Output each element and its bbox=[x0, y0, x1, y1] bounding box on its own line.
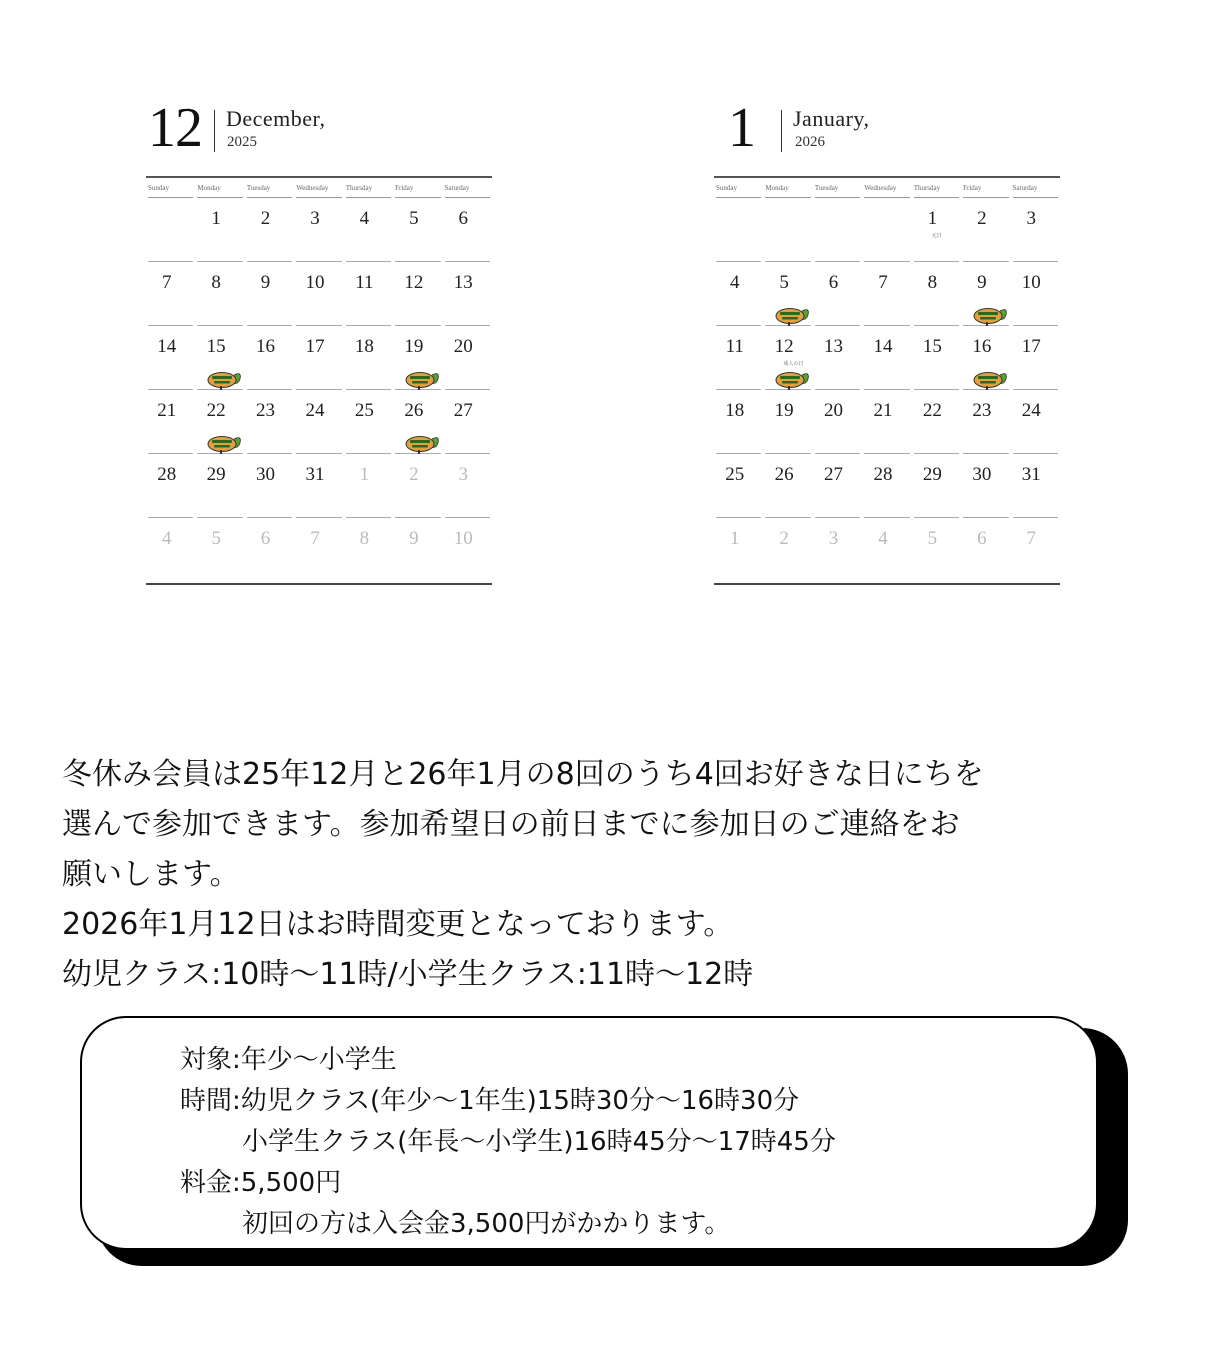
calendar-day bbox=[445, 518, 490, 582]
day-number: 20 bbox=[824, 400, 844, 421]
calendar-day bbox=[963, 326, 1008, 390]
day-number: 28 bbox=[157, 464, 177, 485]
week-row bbox=[146, 198, 492, 262]
calendar-day bbox=[815, 198, 860, 262]
weekday-label: Thursday bbox=[346, 178, 391, 198]
day-number: 1 bbox=[729, 528, 740, 549]
day-number: 29 bbox=[206, 464, 226, 485]
calendar-day bbox=[296, 198, 341, 262]
calendar-grid bbox=[146, 198, 492, 582]
day-number: 26 bbox=[404, 400, 424, 421]
week-row bbox=[714, 390, 1060, 454]
calendar-day bbox=[864, 454, 909, 518]
day-number: 8 bbox=[211, 272, 221, 293]
info-line: 願いします。 bbox=[62, 857, 240, 892]
calendar-day bbox=[765, 326, 810, 390]
week-row bbox=[146, 262, 492, 326]
calendar-day bbox=[914, 518, 959, 582]
class-logo-icon bbox=[774, 369, 810, 391]
day-number: 22 bbox=[922, 400, 942, 421]
year-label: 2026 bbox=[795, 134, 825, 150]
header-divider bbox=[781, 110, 782, 152]
day-number: 11 bbox=[725, 336, 744, 357]
day-number: 3 bbox=[310, 208, 320, 229]
calendar-day bbox=[247, 262, 292, 326]
day-number: 31 bbox=[305, 464, 325, 485]
calendar-day bbox=[395, 198, 440, 262]
calendar-day bbox=[716, 198, 761, 262]
info-text bbox=[62, 750, 1152, 1000]
calendar-day bbox=[716, 326, 761, 390]
day-number: 18 bbox=[354, 336, 374, 357]
calendar-day bbox=[963, 518, 1008, 582]
week-row bbox=[714, 518, 1060, 582]
day-number: 12 bbox=[404, 272, 424, 293]
day-number: 30 bbox=[972, 464, 992, 485]
bottom-rule bbox=[714, 583, 1060, 585]
calendar-day bbox=[247, 326, 292, 390]
day-number: 26 bbox=[774, 464, 794, 485]
day-number: 19 bbox=[404, 336, 424, 357]
day-number: 25 bbox=[354, 400, 374, 421]
calendar-day bbox=[765, 454, 810, 518]
calendar-day bbox=[914, 198, 959, 262]
day-number: 4 bbox=[729, 272, 740, 293]
class-logo-icon bbox=[404, 433, 440, 455]
day-number: 13 bbox=[453, 272, 473, 293]
day-number: 17 bbox=[305, 336, 325, 357]
day-number: 20 bbox=[453, 336, 473, 357]
bottom-rule bbox=[146, 583, 492, 585]
changed-class-times: 幼児クラス:10時〜11時/小学生クラス:11時〜12時 bbox=[62, 957, 754, 992]
calendar-day bbox=[864, 326, 909, 390]
calendar-day bbox=[247, 390, 292, 454]
day-number: 10 bbox=[1021, 272, 1041, 293]
week-row bbox=[146, 454, 492, 518]
day-number: 6 bbox=[977, 528, 987, 549]
year-label: 2025 bbox=[227, 134, 257, 150]
calendar-day bbox=[346, 390, 391, 454]
calendar-day bbox=[296, 326, 341, 390]
day-number: 7 bbox=[878, 272, 888, 293]
day-number: 22 bbox=[206, 400, 226, 421]
enrollment-fee-note: 初回の方は入会金3,500円がかかります。 bbox=[242, 1209, 731, 1239]
calendar-day bbox=[445, 326, 490, 390]
day-number: 12 bbox=[774, 336, 794, 357]
calendar-day bbox=[197, 262, 242, 326]
day-number: 8 bbox=[359, 528, 370, 549]
calendar-day bbox=[765, 518, 810, 582]
calendar-day bbox=[395, 454, 440, 518]
class-logo-icon bbox=[206, 369, 242, 391]
day-number: 15 bbox=[206, 336, 226, 357]
week-row bbox=[714, 262, 1060, 326]
calendar-header bbox=[146, 97, 492, 176]
holiday-note: 成人の日 bbox=[783, 361, 804, 367]
calendar-day bbox=[815, 518, 860, 582]
day-number: 2 bbox=[977, 208, 987, 229]
calendar-day bbox=[346, 518, 391, 582]
week-row bbox=[146, 326, 492, 390]
calendar-day bbox=[445, 390, 490, 454]
day-number: 11 bbox=[355, 272, 374, 293]
calendar-header bbox=[714, 97, 1060, 176]
calendar-day bbox=[148, 518, 193, 582]
month-name: December, bbox=[226, 106, 326, 131]
calendar-day bbox=[197, 518, 242, 582]
class-logo-icon bbox=[404, 369, 440, 391]
class-logo-icon bbox=[972, 369, 1008, 391]
class-logo-icon bbox=[972, 305, 1008, 327]
day-number: 14 bbox=[873, 336, 893, 357]
calendar-day bbox=[963, 198, 1008, 262]
schedule-change-note: 2026年1月12日はお時間変更となっております。 bbox=[62, 907, 734, 942]
weekday-label: Sunday bbox=[716, 178, 761, 198]
day-number: 16 bbox=[256, 336, 276, 357]
week-row bbox=[714, 326, 1060, 390]
holiday-note: 元日 bbox=[931, 233, 942, 239]
calendar-day bbox=[914, 326, 959, 390]
day-number: 5 bbox=[409, 208, 419, 229]
day-number: 4 bbox=[161, 528, 172, 549]
calendar-day bbox=[1013, 390, 1058, 454]
weekday-label: Tuesday bbox=[815, 178, 860, 198]
month-name: January, bbox=[793, 106, 870, 131]
day-number: 21 bbox=[157, 400, 177, 421]
calendar-day bbox=[914, 454, 959, 518]
calendar-day bbox=[815, 390, 860, 454]
month-number: 1 bbox=[728, 97, 755, 159]
weekday-label: Saturday bbox=[445, 178, 490, 198]
calendar-day bbox=[296, 262, 341, 326]
weekday-label: Wednesday bbox=[864, 178, 909, 198]
day-number: 24 bbox=[1021, 400, 1041, 421]
calendar-day bbox=[914, 262, 959, 326]
weekday-row bbox=[714, 178, 1060, 198]
day-number: 10 bbox=[453, 528, 473, 549]
calendar-day bbox=[963, 262, 1008, 326]
day-number: 5 bbox=[927, 528, 938, 549]
calendar-day bbox=[346, 326, 391, 390]
day-number: 5 bbox=[211, 528, 221, 549]
week-row bbox=[714, 454, 1060, 518]
day-number: 3 bbox=[1026, 208, 1036, 229]
calendar-day bbox=[765, 390, 810, 454]
calendar-day bbox=[148, 326, 193, 390]
day-number: 15 bbox=[922, 336, 942, 357]
class-time-kids: 時間:幼児クラス(年少〜1年生)15時30分〜16時30分 bbox=[180, 1086, 800, 1116]
calendar-day bbox=[296, 518, 341, 582]
info-line: 選んで参加できます。参加希望日の前日までに参加日のご連絡をお bbox=[62, 807, 960, 842]
weekday-label: Tuesday bbox=[247, 178, 292, 198]
day-number: 1 bbox=[211, 208, 221, 229]
calendar-day bbox=[716, 454, 761, 518]
calendar-day bbox=[148, 198, 193, 262]
day-number: 2 bbox=[779, 528, 789, 549]
day-number: 14 bbox=[157, 336, 177, 357]
calendar-day bbox=[395, 262, 440, 326]
day-number: 2 bbox=[260, 208, 271, 229]
calendar-day bbox=[914, 390, 959, 454]
calendar-day bbox=[765, 198, 810, 262]
calendar-day bbox=[864, 198, 909, 262]
day-number: 24 bbox=[305, 400, 325, 421]
weekday-row bbox=[146, 178, 492, 198]
calendar-day bbox=[445, 454, 490, 518]
calendar-day bbox=[197, 454, 242, 518]
target-audience: 対象:年少〜小学生 bbox=[180, 1045, 397, 1075]
day-number: 3 bbox=[458, 464, 468, 485]
class-logo-icon bbox=[774, 305, 810, 327]
calendar-day bbox=[148, 262, 193, 326]
calendar-day bbox=[148, 454, 193, 518]
calendar-day bbox=[395, 326, 440, 390]
header-divider bbox=[214, 110, 215, 152]
day-number: 30 bbox=[256, 464, 276, 485]
calendar-day bbox=[247, 454, 292, 518]
day-number: 28 bbox=[873, 464, 893, 485]
calendar-day bbox=[864, 518, 909, 582]
calendar-day bbox=[247, 198, 292, 262]
calendar-day bbox=[765, 262, 810, 326]
calendar-day bbox=[296, 390, 341, 454]
calendar-day bbox=[346, 198, 391, 262]
weekday-label: Friday bbox=[963, 178, 1008, 198]
week-row bbox=[146, 390, 492, 454]
calendar-day bbox=[197, 198, 242, 262]
day-number: 19 bbox=[774, 400, 794, 421]
day-number: 16 bbox=[972, 336, 992, 357]
day-number: 25 bbox=[725, 464, 745, 485]
day-number: 27 bbox=[453, 400, 473, 421]
day-number: 7 bbox=[161, 272, 172, 293]
calendar-day bbox=[247, 518, 292, 582]
weekday-label: Wednesday bbox=[296, 178, 341, 198]
day-number: 1 bbox=[359, 464, 370, 485]
day-number: 5 bbox=[779, 272, 789, 293]
calendar-day bbox=[1013, 454, 1058, 518]
weekday-label: Monday bbox=[765, 178, 810, 198]
calendar-day bbox=[445, 198, 490, 262]
weekday-label: Thursday bbox=[914, 178, 959, 198]
calendar-day bbox=[1013, 518, 1058, 582]
week-row bbox=[146, 518, 492, 582]
class-time-elementary: 小学生クラス(年長〜小学生)16時45分〜17時45分 bbox=[242, 1127, 836, 1157]
day-number: 31 bbox=[1021, 464, 1041, 485]
calendar-day bbox=[1013, 262, 1058, 326]
info-line: 冬休み会員は25年12月と26年1月の8回のうち4回お好きな日にちを bbox=[62, 757, 984, 792]
calendar-day bbox=[864, 262, 909, 326]
weekday-label: Monday bbox=[197, 178, 242, 198]
day-number: 17 bbox=[1021, 336, 1041, 357]
calendar-day bbox=[395, 390, 440, 454]
calendar-day bbox=[963, 390, 1008, 454]
day-number: 4 bbox=[878, 528, 888, 549]
day-number: 7 bbox=[310, 528, 320, 549]
calendar-day bbox=[346, 454, 391, 518]
calendar-day bbox=[395, 518, 440, 582]
day-number: 21 bbox=[873, 400, 893, 421]
day-number: 23 bbox=[972, 400, 992, 421]
calendar-day bbox=[346, 262, 391, 326]
calendar-day bbox=[197, 390, 242, 454]
day-number: 9 bbox=[409, 528, 419, 549]
day-number: 13 bbox=[824, 336, 844, 357]
day-number: 2 bbox=[409, 464, 419, 485]
month-number: 12 bbox=[148, 97, 202, 159]
day-number: 18 bbox=[725, 400, 745, 421]
day-number: 10 bbox=[305, 272, 325, 293]
day-number: 23 bbox=[256, 400, 276, 421]
day-number: 6 bbox=[828, 272, 839, 293]
january-calendar bbox=[714, 97, 1060, 585]
calendar-day bbox=[1013, 198, 1058, 262]
calendar-day bbox=[197, 326, 242, 390]
calendar-day bbox=[148, 390, 193, 454]
day-number: 6 bbox=[458, 208, 468, 229]
weekday-label: Sunday bbox=[148, 178, 193, 198]
day-number: 7 bbox=[1026, 528, 1036, 549]
calendar-day bbox=[445, 262, 490, 326]
day-number: 9 bbox=[977, 272, 987, 293]
class-logo-icon bbox=[206, 433, 242, 455]
day-number: 9 bbox=[260, 272, 271, 293]
weekday-label: Friday bbox=[395, 178, 440, 198]
day-number: 3 bbox=[828, 528, 839, 549]
day-number: 8 bbox=[927, 272, 938, 293]
details-text bbox=[180, 1040, 1080, 1245]
calendar-day bbox=[864, 390, 909, 454]
calendar-day bbox=[963, 454, 1008, 518]
calendar-day bbox=[815, 262, 860, 326]
calendar-day bbox=[1013, 326, 1058, 390]
calendar-day bbox=[716, 518, 761, 582]
fee: 料金:5,500円 bbox=[180, 1168, 342, 1198]
calendar-day bbox=[815, 454, 860, 518]
calendar-day bbox=[716, 390, 761, 454]
day-number: 4 bbox=[359, 208, 370, 229]
day-number: 6 bbox=[260, 528, 271, 549]
calendar-day bbox=[815, 326, 860, 390]
day-number: 27 bbox=[824, 464, 844, 485]
weekday-label: Saturday bbox=[1013, 178, 1058, 198]
day-number: 1 bbox=[927, 208, 938, 229]
calendar-day bbox=[296, 454, 341, 518]
calendar-grid bbox=[714, 198, 1060, 582]
week-row bbox=[714, 198, 1060, 262]
calendar-day bbox=[716, 262, 761, 326]
december-calendar bbox=[146, 97, 492, 585]
day-number: 29 bbox=[922, 464, 942, 485]
